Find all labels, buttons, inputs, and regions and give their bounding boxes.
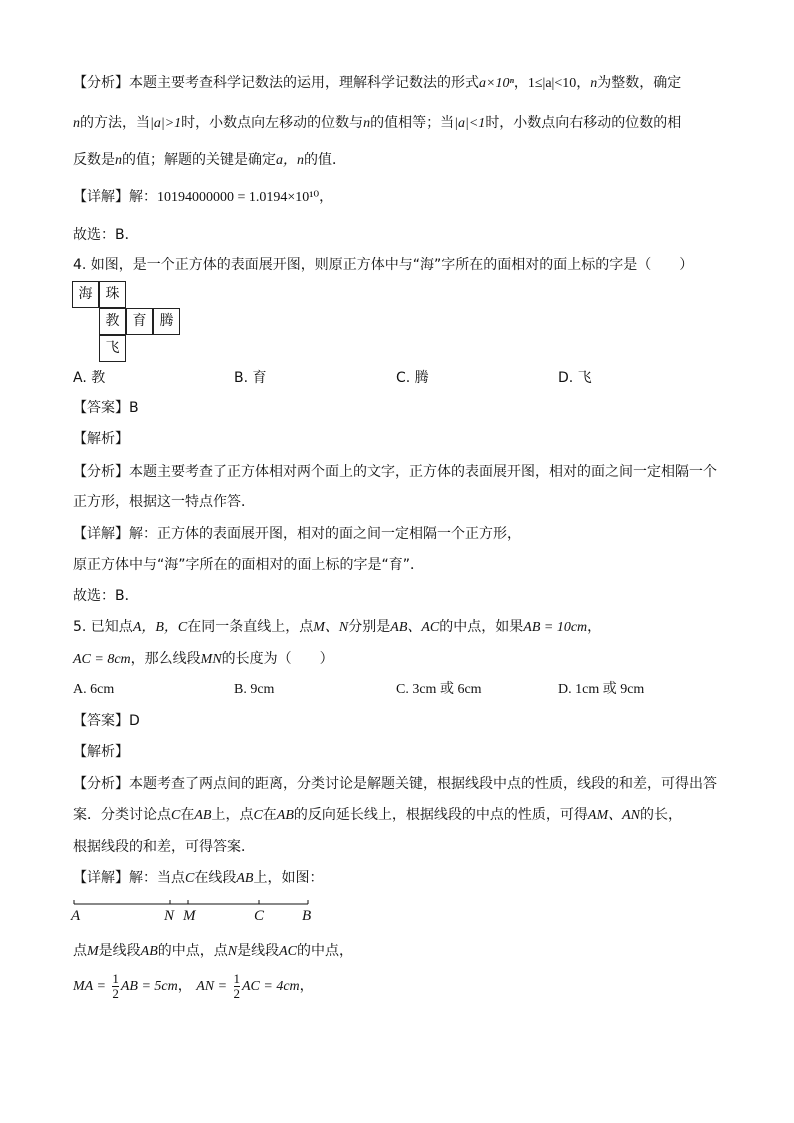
text: ，那么线段 <box>130 651 201 667</box>
q5-midpoint-statement <box>73 941 353 962</box>
text: 的长度为（ ） <box>221 651 334 667</box>
numerator: 1 <box>112 970 119 986</box>
net-cell: 教 <box>99 308 126 335</box>
text: 上，点 <box>211 807 254 823</box>
label-m: M <box>183 908 196 924</box>
label-n: N <box>164 908 175 924</box>
segments: AB、AC <box>390 620 440 635</box>
text: 为整数，确定 <box>597 75 682 91</box>
text: ， <box>177 978 192 994</box>
text: 的值． <box>304 152 346 168</box>
text: 的中点，点 <box>157 943 228 959</box>
segment: AB <box>276 808 294 823</box>
net-cell: 飞 <box>99 335 126 362</box>
point: C <box>185 871 195 886</box>
net-cell: 海 <box>72 281 99 308</box>
vars: a，n <box>276 153 304 168</box>
var-n: n <box>115 153 122 168</box>
formula: ，1≤|a|<10， <box>513 76 591 91</box>
segment-diagram <box>68 896 328 928</box>
text: 反数是 <box>73 152 115 168</box>
points: A，B，C <box>132 620 188 635</box>
text: 在线段 <box>194 870 237 886</box>
point: N <box>227 944 238 959</box>
var-n: n <box>363 116 371 131</box>
text: 时，小数点向右移动的位数的相 <box>485 115 682 131</box>
q4-option-b: B. 育 <box>234 370 267 386</box>
net-cell: 腾 <box>153 308 180 335</box>
q4-analysis-1: 【分析】本题主要考查了正方体相对两个面上的文字，正方体的表面展开图，相对的面之间一定相隔一个 <box>73 464 717 480</box>
formula: 10194000000 = 1.0194×10¹⁰ <box>157 190 320 205</box>
q3-choose: 故选：B． <box>73 227 139 243</box>
formula: |a|<1 <box>454 116 486 131</box>
text: 是线段 <box>237 943 280 959</box>
var-n: n <box>590 76 598 91</box>
q4-solution-label: 【解析】 <box>73 431 129 447</box>
q4-option-c: C. 腾 <box>396 370 429 386</box>
q5-answer: 【答案】D <box>73 713 140 729</box>
formula: AB = 5cm <box>120 979 178 994</box>
text: 的中点， <box>297 943 354 959</box>
label-c: C <box>254 908 265 924</box>
text: 是线段 <box>98 943 141 959</box>
point: M <box>87 944 99 959</box>
fraction-half <box>112 972 119 1001</box>
q5-option-b: B. 9cm <box>234 682 275 697</box>
q4-detail-2: 原正方体中与“海”字所在的面相对的面上标的字是“育”． <box>73 557 425 573</box>
formula: AN = <box>196 979 228 994</box>
segment: MN <box>200 652 222 667</box>
net-cell: 育 <box>126 308 153 335</box>
q5-analysis-1: 【分析】本题考查了两点间的距离，分类讨论是解题关键，根据线段中点的性质，线段的和差，可得出答 <box>73 776 717 792</box>
text: 的值；解题的关键是确定 <box>122 152 276 168</box>
q5-analysis-2 <box>73 805 682 826</box>
denominator: 2 <box>233 985 240 1001</box>
text: 上，如图： <box>253 870 324 886</box>
label-b: B <box>302 908 312 924</box>
point: C <box>253 808 263 823</box>
text: ， <box>319 189 334 205</box>
text: ， <box>587 619 602 635</box>
q4-option-a: A. 教 <box>73 370 106 386</box>
formula: AC = 4cm <box>242 979 300 994</box>
q3-analysis-line-1 <box>73 73 681 94</box>
text: 在同一条直线上，点 <box>187 619 314 635</box>
q3-detail <box>73 187 333 208</box>
detail-label: 【详解】解： <box>73 189 157 205</box>
q5-option-d: D. 1cm 或 9cm <box>558 682 645 697</box>
formula: a×10ⁿ <box>479 76 514 91</box>
label-a: A <box>71 908 81 924</box>
text: 【详解】解：当点 <box>73 870 185 886</box>
formula: |a|>1 <box>150 116 182 131</box>
formula: AC = 8cm <box>73 652 131 667</box>
q5-equations <box>73 970 314 1003</box>
text: 的方法，当 <box>80 115 150 131</box>
segment: AB <box>194 808 212 823</box>
point: C <box>171 808 181 823</box>
q3-analysis-line-3 <box>73 150 346 171</box>
formula: AB = 10cm <box>523 620 588 635</box>
denominator: 2 <box>112 985 119 1001</box>
formula: MA = <box>73 979 106 994</box>
q5-question-line-2 <box>73 649 334 670</box>
var-n: n <box>73 116 80 131</box>
text: 的长， <box>640 807 683 823</box>
text: 分别是 <box>348 619 391 635</box>
points: M、N <box>313 620 349 635</box>
q5-detail <box>73 868 323 889</box>
net-cell: 珠 <box>99 281 126 308</box>
q4-question: 4. 如图，是一个正方体的表面展开图，则原正方体中与“海”字所在的面相对的面上标的字是（ ） <box>73 257 694 273</box>
q5-question-line-1 <box>73 617 601 638</box>
q4-answer: 【答案】B <box>73 400 139 416</box>
segment: AC <box>279 944 298 959</box>
q4-option-d: D. 飞 <box>558 370 592 386</box>
q4-detail-1: 【详解】解：正方体的表面展开图，相对的面之间一定相隔一个正方形， <box>73 526 521 542</box>
numerator: 1 <box>233 970 240 986</box>
q5-analysis-3: 根据线段的和差，可得答案． <box>73 839 255 855</box>
text: ， <box>299 978 314 994</box>
text: 的反向延长线上，根据线段的中点的性质，可得 <box>293 807 588 823</box>
text: 【分析】本题主要考查科学记数法的运用，理解科学记数法的形式 <box>73 75 479 91</box>
q5-option-a: A. 6cm <box>73 682 115 697</box>
q3-analysis-line-2 <box>73 113 681 134</box>
fraction-half <box>234 972 241 1001</box>
text: 的值相等；当 <box>370 115 455 131</box>
text: 时，小数点向左移动的位数与 <box>181 115 364 131</box>
q4-analysis-2: 正方形，根据这一特点作答． <box>73 494 255 510</box>
text: 案．分类讨论点 <box>73 807 171 823</box>
q4-choose: 故选：B． <box>73 588 139 604</box>
text: 5. 已知点 <box>73 619 133 635</box>
text: 的中点，如果 <box>439 619 524 635</box>
text: 在 <box>262 807 277 823</box>
text: 在 <box>180 807 195 823</box>
q5-solution-label: 【解析】 <box>73 744 129 760</box>
segment: AB <box>236 871 254 886</box>
q5-option-c: C. 3cm 或 6cm <box>396 682 482 697</box>
segments: AM、AN <box>587 808 641 823</box>
segment: AB <box>140 944 158 959</box>
text: 点 <box>73 943 87 959</box>
